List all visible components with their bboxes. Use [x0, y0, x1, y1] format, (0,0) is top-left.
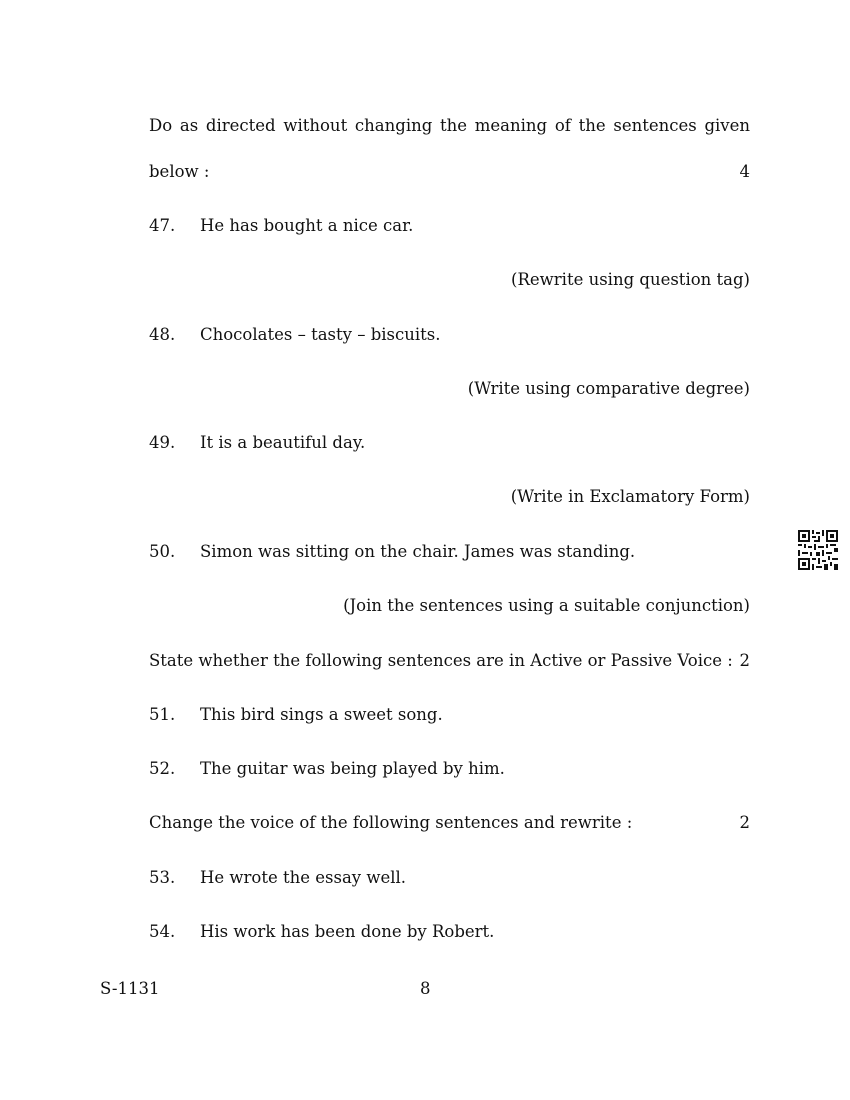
section1-instruction: Do as directed without changing the meaning of the sentences given	[149, 116, 750, 135]
question-49-number: 49.	[149, 433, 176, 452]
section1-marks: 4	[739, 162, 750, 181]
question-48-text: Chocolates – tasty – biscuits.	[200, 325, 441, 344]
question-50-direction: (Join the sentences using a suitable conjunction)	[343, 596, 750, 615]
question-47-number: 47.	[149, 216, 176, 235]
question-47-direction: (Rewrite using question tag)	[511, 270, 750, 289]
question-54-text: His work has been done by Robert.	[200, 922, 495, 941]
section2-marks: 2	[739, 651, 750, 670]
question-52-number: 52.	[149, 759, 176, 778]
question-50-text: Simon was sitting on the chair. James was standing.	[200, 542, 636, 561]
question-51-number: 51.	[149, 705, 176, 724]
question-49-text: It is a beautiful day.	[200, 433, 366, 452]
question-51-text: This bird sings a sweet song.	[200, 705, 443, 724]
section1-instruction-cont: below :	[149, 162, 210, 181]
question-53-text: He wrote the essay well.	[200, 868, 407, 887]
section2-instruction: State whether the following sentences are in Active or Passive Voice :	[149, 651, 733, 670]
footer-paper-code: S-1131	[100, 979, 160, 998]
question-47-text: He has bought a nice car.	[200, 216, 414, 235]
question-48-number: 48.	[149, 325, 176, 344]
question-49-direction: (Write in Exclamatory Form)	[510, 487, 750, 506]
section3-marks: 2	[739, 813, 750, 832]
qr-code-icon	[798, 530, 838, 570]
question-53-number: 53.	[149, 868, 176, 887]
question-50-number: 50.	[149, 542, 176, 561]
question-54-number: 54.	[149, 922, 176, 941]
section3-instruction: Change the voice of the following sentences and rewrite :	[149, 813, 633, 832]
question-48-direction: (Write using comparative degree)	[467, 379, 750, 398]
question-52-text: The guitar was being played by him.	[200, 759, 505, 778]
footer-page-number: 8	[420, 979, 431, 998]
